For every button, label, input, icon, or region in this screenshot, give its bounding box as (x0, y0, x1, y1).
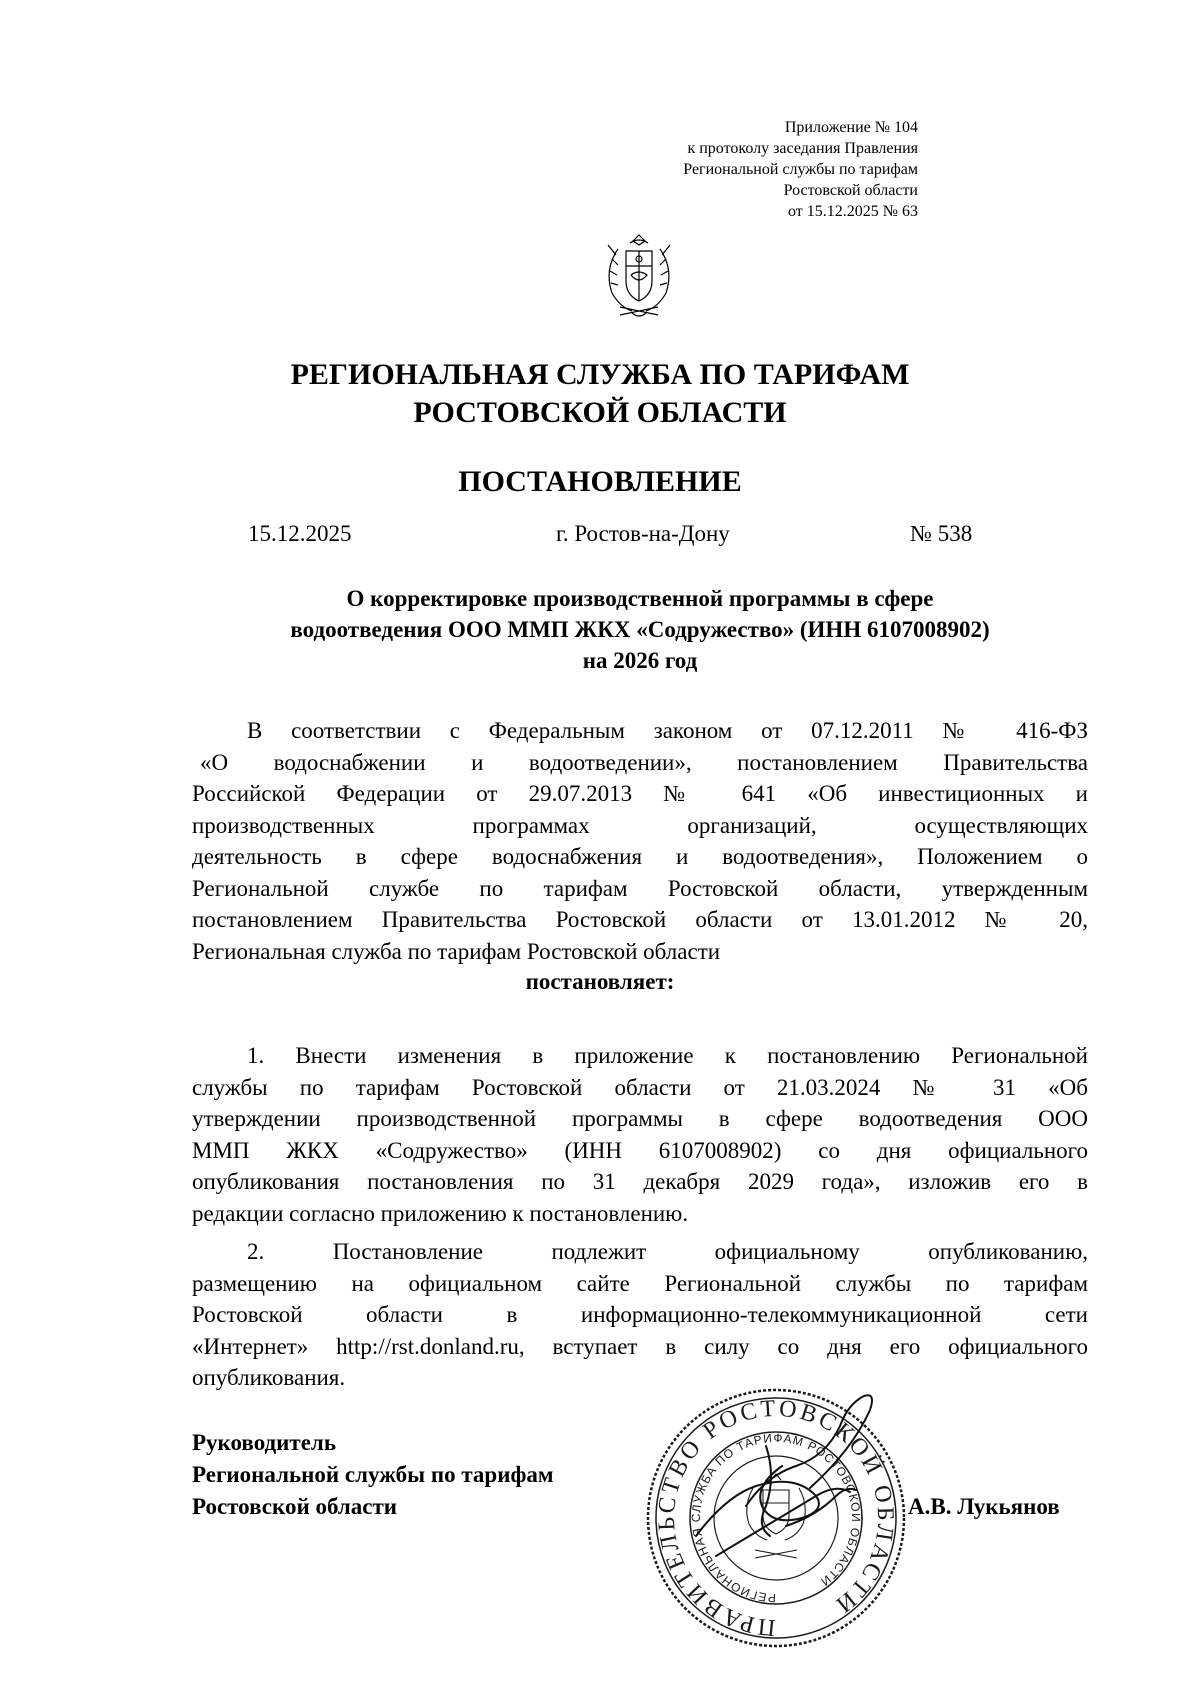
signatory-line: Ростовской области (192, 1494, 398, 1519)
preamble-line: постановлением Правительства Ростовской области от 13.01.2012 № 20, (192, 907, 1088, 932)
document-type: ПОСТАНОВЛЕНИЕ (458, 465, 742, 498)
signatory-name: А.В. Лукьянов (908, 1494, 1060, 1519)
organization-region: РОСТОВСКОЙ ОБЛАСТИ (413, 396, 787, 429)
appendix-line: Региональной службы по тарифам (683, 161, 918, 178)
preamble-line: Региональная служба по тарифам Ростовской области (192, 938, 721, 964)
preamble-line: Российской Федерации от 29.07.2013 № 641 «Об инвестиционных и (192, 781, 1088, 806)
item-line: редакции согласно приложению к постановлению. (192, 1200, 689, 1226)
subject-line: на 2026 год (582, 648, 698, 673)
organization-name: РЕГИОНАЛЬНАЯ СЛУЖБА ПО ТАРИФАМ (290, 358, 910, 391)
item-line: службы по тарифам Ростовской области от 21.03.2024 № 31 «Об (192, 1074, 1088, 1100)
seal-inner-text: РЕГИОНАЛЬНАЯ СЛУЖБА ПО ТАРИФАМ РОСТОВСКОЙ ОБЛАСТИ (689, 1430, 864, 1606)
document-city: г. Ростов-на-Дону (556, 521, 730, 546)
resolution-item-1 (192, 1040, 1088, 1229)
item-line: Ростовской области в информационно-телекоммуникационной сети (192, 1302, 1088, 1327)
item-line: опубликования. (192, 1365, 346, 1390)
appendix-reference (683, 117, 918, 222)
signatory-title (192, 1427, 554, 1523)
handwritten-signature (676, 1386, 896, 1596)
signatory-line: Региональной службы по тарифам (192, 1462, 554, 1487)
subject-line: водоотведения ООО ММП ЖКХ «Содружество» (ИНН 6107008902) (290, 617, 990, 642)
appendix-line: к протоколу заседания Правления (687, 140, 918, 157)
subject-line: О корректировке производственной программы в сфере (346, 586, 934, 611)
item-line: утверждении производственной программы в сфере водоотведения ООО (192, 1106, 1088, 1131)
item-line: 1. Внести изменения в приложение к постановлению Региональной (247, 1043, 1088, 1068)
appendix-line: Приложение № 104 (784, 119, 918, 136)
decides-heading: постановляет: (525, 969, 675, 994)
item-line: ММП ЖКХ «Содружество» (ИНН 6107008902) со дня официального (192, 1137, 1088, 1163)
appendix-line: от 15.12.2025 № 63 (787, 203, 918, 220)
preamble-line: производственных программах организаций, осуществляющих (192, 812, 1088, 838)
item-line: размещению на официальном сайте Региональной службы по тарифам (192, 1270, 1088, 1296)
preamble-line: В соответствии с Федеральным законом от 07.12.2011 № 416-ФЗ (247, 718, 1088, 743)
preamble-line: Региональной службе по тарифам Ростовской области, утвержденным (192, 875, 1088, 901)
preamble-line: «О водоснабжении и водоотведении», постановлением Правительства (200, 749, 1088, 775)
document-date: 15.12.2025 (248, 521, 352, 546)
resolution-item-2 (192, 1236, 1088, 1394)
appendix-line: Ростовской области (783, 182, 918, 199)
preamble-paragraph (192, 715, 1088, 967)
document-number: № 538 (910, 521, 973, 546)
item-line: опубликования постановления по 31 декабря 2029 года», изложив его в (192, 1169, 1088, 1194)
signatory-line: Руководитель (192, 1430, 336, 1455)
item-line: 2. Постановление подлежит официальному опубликованию, (247, 1239, 1088, 1264)
document-subject (190, 583, 1090, 676)
preamble-line: деятельность в сфере водоснабжения и водоотведения», Положением о (192, 844, 1088, 869)
item-line: «Интернет» http://rst.donland.ru, вступает в силу со дня его официального (192, 1333, 1088, 1359)
coat-of-arms-icon (598, 229, 680, 321)
seal-outer-text: ПРАВИТЕЛЬСТВО РОСТОВСКОЙ ОБЛАСТИ (653, 1395, 899, 1641)
